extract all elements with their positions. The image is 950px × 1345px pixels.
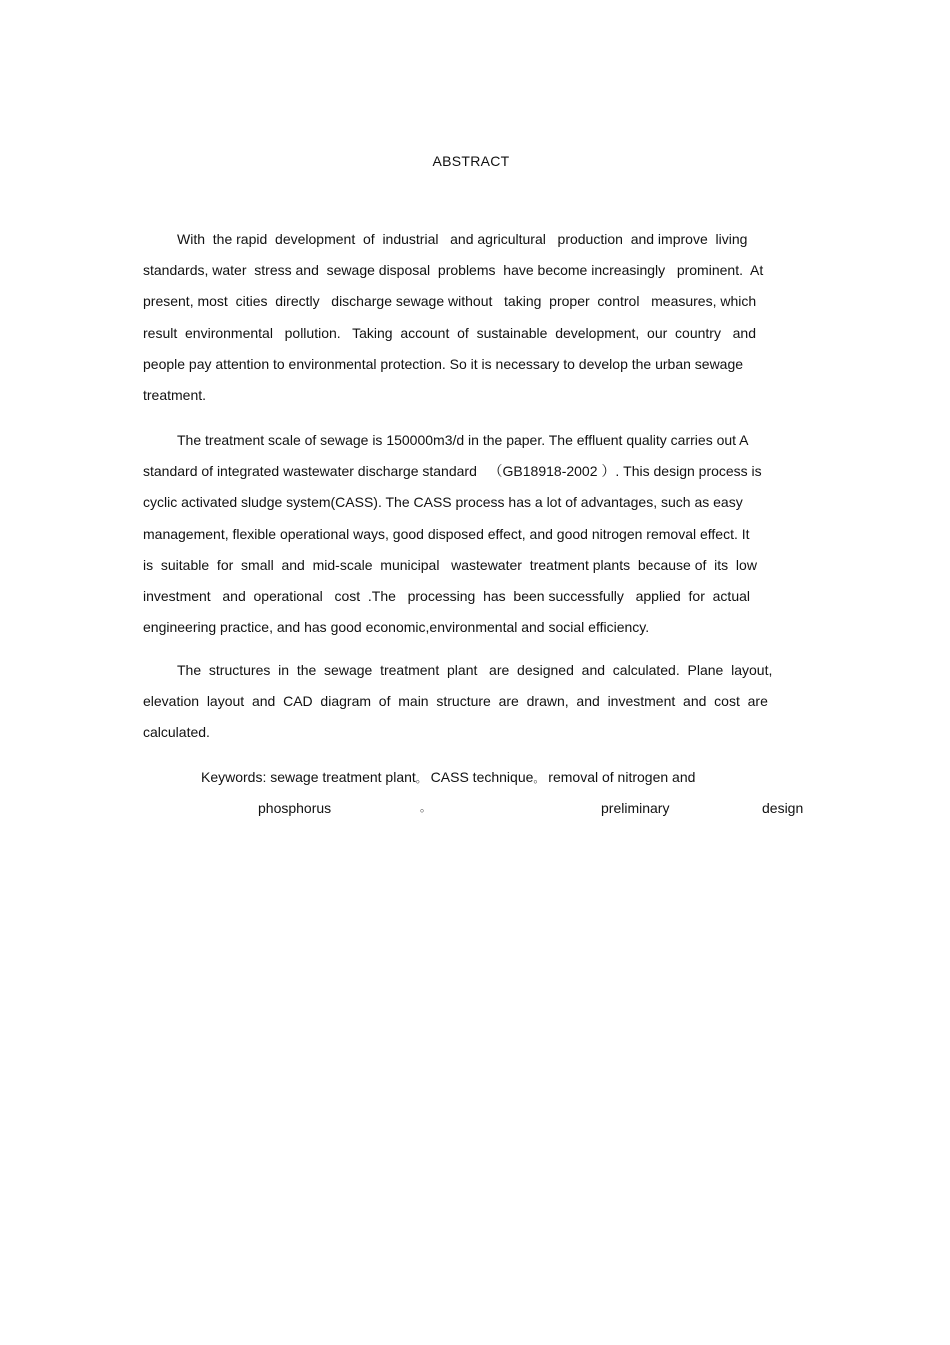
keyword: removal of nitrogen and	[548, 769, 696, 785]
keyword: design	[762, 800, 804, 816]
text-line	[143, 655, 808, 686]
keyword: preliminary	[601, 800, 670, 816]
keyword: sewage treatment plant	[270, 769, 416, 785]
paragraph-3	[143, 655, 808, 749]
keyword: CASS technique	[430, 769, 534, 785]
text-line: cyclic activated sludge system(CASS). The CASS process has a lot of advantages, such as easy	[143, 494, 743, 511]
keyword-separator: 。	[533, 773, 545, 785]
keyword-separator: 。	[420, 802, 431, 814]
keyword: phosphorus	[258, 800, 332, 816]
text-line	[143, 255, 808, 286]
paragraph-2	[143, 425, 808, 643]
line-text: is suitable for small and mid-scale municipal wastewater treatment plants because of its low	[143, 556, 757, 573]
text-line: management, flexible operational ways, good disposed effect, and good nitrogen removal effect. It	[143, 525, 750, 542]
line-text: The structures in the sewage treatment plant are designed and calculated. Plane layout,	[177, 662, 773, 678]
paragraph-1	[143, 224, 808, 411]
text-line	[143, 318, 808, 349]
line-text: standards, water stress and sewage disposal problems have become increasingly prominent. At	[143, 262, 764, 279]
text-line: calculated.	[143, 724, 210, 741]
text-line: engineering practice, and has good economic,environmental and social efficiency.	[143, 619, 650, 636]
text-line: The treatment scale of sewage is 150000m3/d in the paper. The effluent quality carries out A	[177, 432, 749, 448]
line-text: result environmental pollution. Taking account of sustainable development, our country and	[143, 324, 756, 341]
text-line	[143, 550, 808, 581]
text-line: standard of integrated wastewater discharge standard （GB18918-2002 ）. This design process is	[143, 463, 762, 480]
text-line	[143, 286, 808, 317]
line-text: elevation layout and CAD diagram of main structure are drawn, and investment and cost are	[143, 693, 768, 710]
page-title: ABSTRACT	[432, 153, 510, 169]
keyword-separator: 。	[415, 773, 427, 785]
text-line: treatment.	[143, 386, 207, 403]
line-text: present, most cities directly discharge sewage without taking proper control measures, which	[143, 293, 757, 310]
keywords-label: Keywords:	[201, 769, 267, 785]
keywords-line-1	[201, 762, 807, 795]
text-line: people pay attention to environmental protection. So it is necessary to develop the urban sewage	[143, 355, 744, 372]
text-line	[143, 686, 808, 717]
text-line	[143, 224, 808, 255]
text-line	[143, 581, 808, 612]
line-text: investment and operational cost .The processing has been successfully applied for actual	[143, 587, 750, 604]
line-text: With the rapid development of industrial and agricultural production and improve living	[177, 231, 748, 247]
